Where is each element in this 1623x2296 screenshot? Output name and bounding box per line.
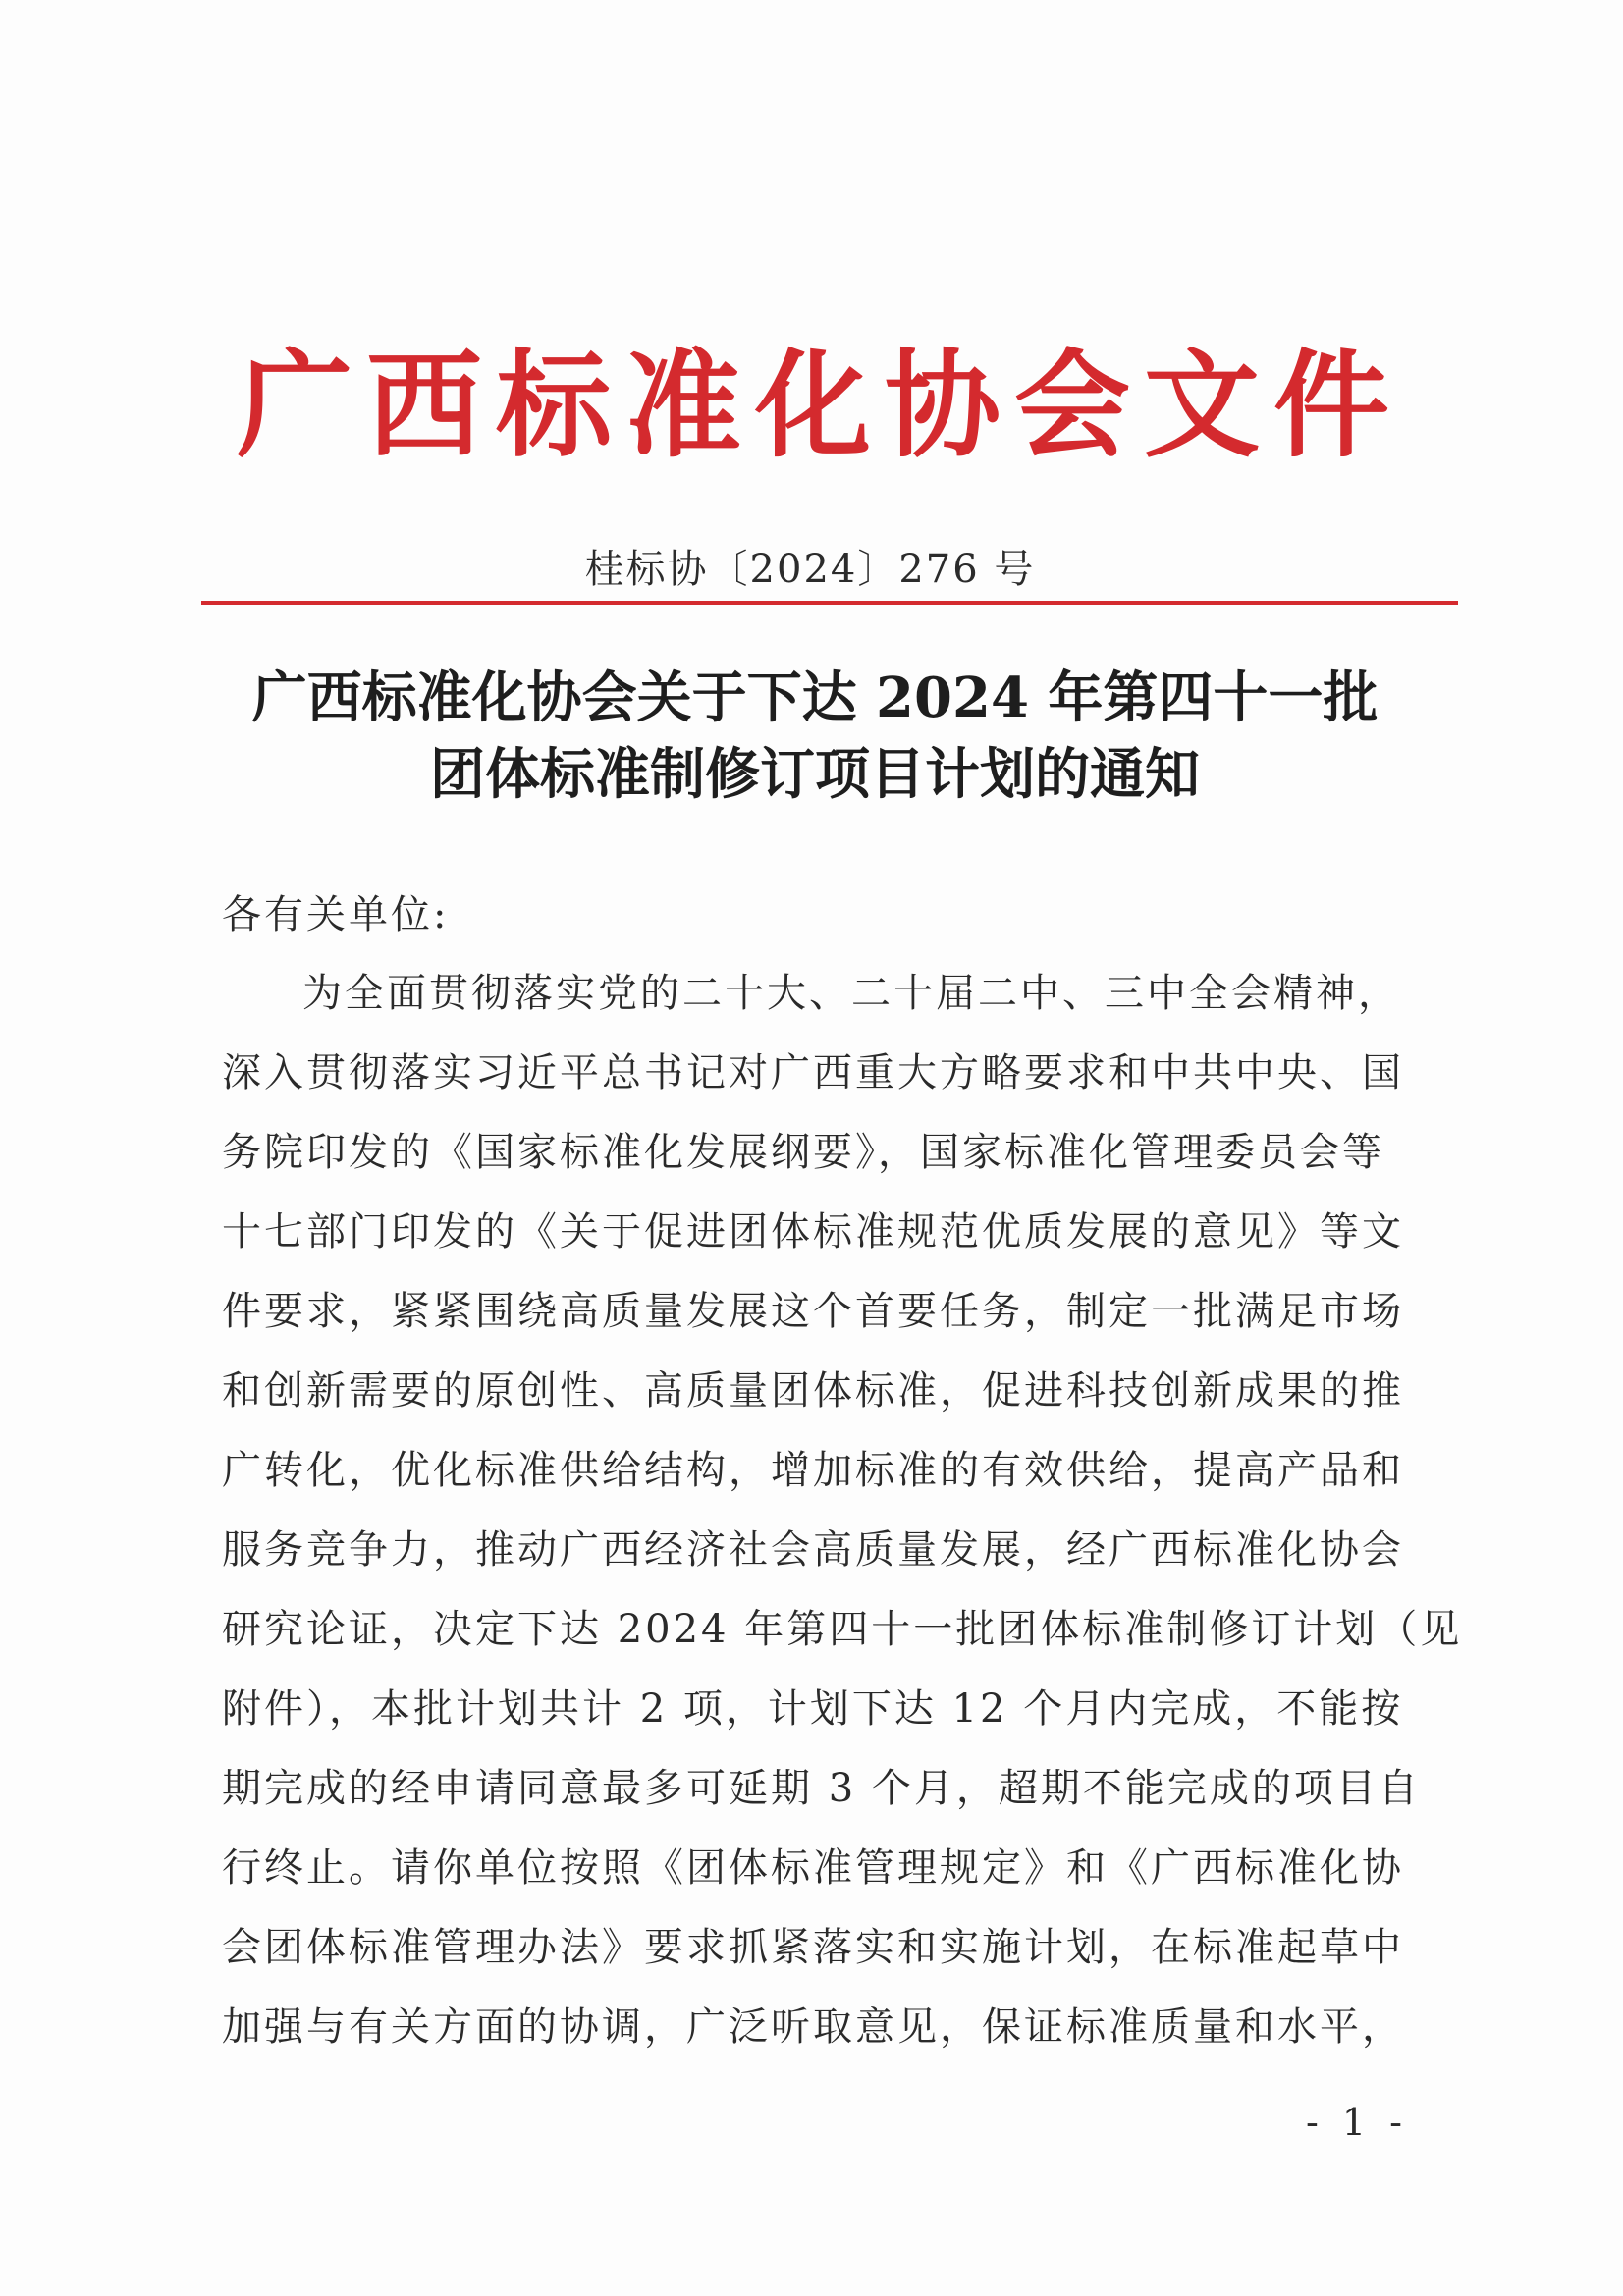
body-line: 加强与有关方面的协调，广泛听取意见，保证标准质量和水平， <box>222 2004 1404 2050</box>
body-line: 广转化，优化标准供给结构，增加标准的有效供给，提高产品和 <box>222 1448 1404 1493</box>
document-number: 桂标协〔2024〕276 号 <box>584 547 1036 592</box>
notice-title <box>196 660 1434 813</box>
body-line: 期完成的经申请同意最多可延期 3 个月，超期不能完成的项目自 <box>222 1766 1421 1811</box>
body-line: 研究论证，决定下达 2024 年第四十一批团体标准制修订计划（见 <box>222 1607 1463 1652</box>
body-line: 服务竞争力，推动广西经济社会高质量发展，经广西标准化协会 <box>222 1527 1404 1573</box>
body-line: 务院印发的《国家标准化发展纲要》，国家标准化管理委员会等 <box>222 1130 1384 1175</box>
salutation: 各有关单位: <box>222 892 450 937</box>
page-number: - 1 - <box>1306 2101 1409 2144</box>
body-line: 件要求，紧紧围绕高质量发展这个首要任务，制定一批满足市场 <box>222 1289 1404 1334</box>
body-line: 会团体标准管理办法》要求抓紧落实和实施计划，在标准起草中 <box>222 1925 1404 1970</box>
body-line: 附件），本批计划共计 2 项，计划下达 12 个月内完成，不能按 <box>222 1686 1404 1732</box>
body-line: 为全面贯彻落实党的二十大、二十届二中、三中全会精神， <box>302 971 1400 1016</box>
body-line: 和创新需要的原创性、高质量团体标准，促进科技创新成果的推 <box>222 1368 1404 1414</box>
body-paragraph <box>222 954 1463 2067</box>
body-line: 深入贯彻落实习近平总书记对广西重大方略要求和中共中央、国 <box>222 1050 1404 1095</box>
masthead-title: 广西标准化协会文件 <box>236 337 1403 473</box>
body-line: 十七部门印发的《关于促进团体标准规范优质发展的意见》等文 <box>222 1209 1404 1255</box>
body-line: 行终止。请你单位按照《团体标准管理规定》和《广西标准化协 <box>222 1845 1404 1891</box>
red-divider-line <box>201 601 1458 605</box>
notice-title-line-1: 广西标准化协会关于下达 2024 年第四十一批 <box>251 666 1379 730</box>
notice-title-line-2: 团体标准制修订项目计划的通知 <box>430 742 1200 807</box>
